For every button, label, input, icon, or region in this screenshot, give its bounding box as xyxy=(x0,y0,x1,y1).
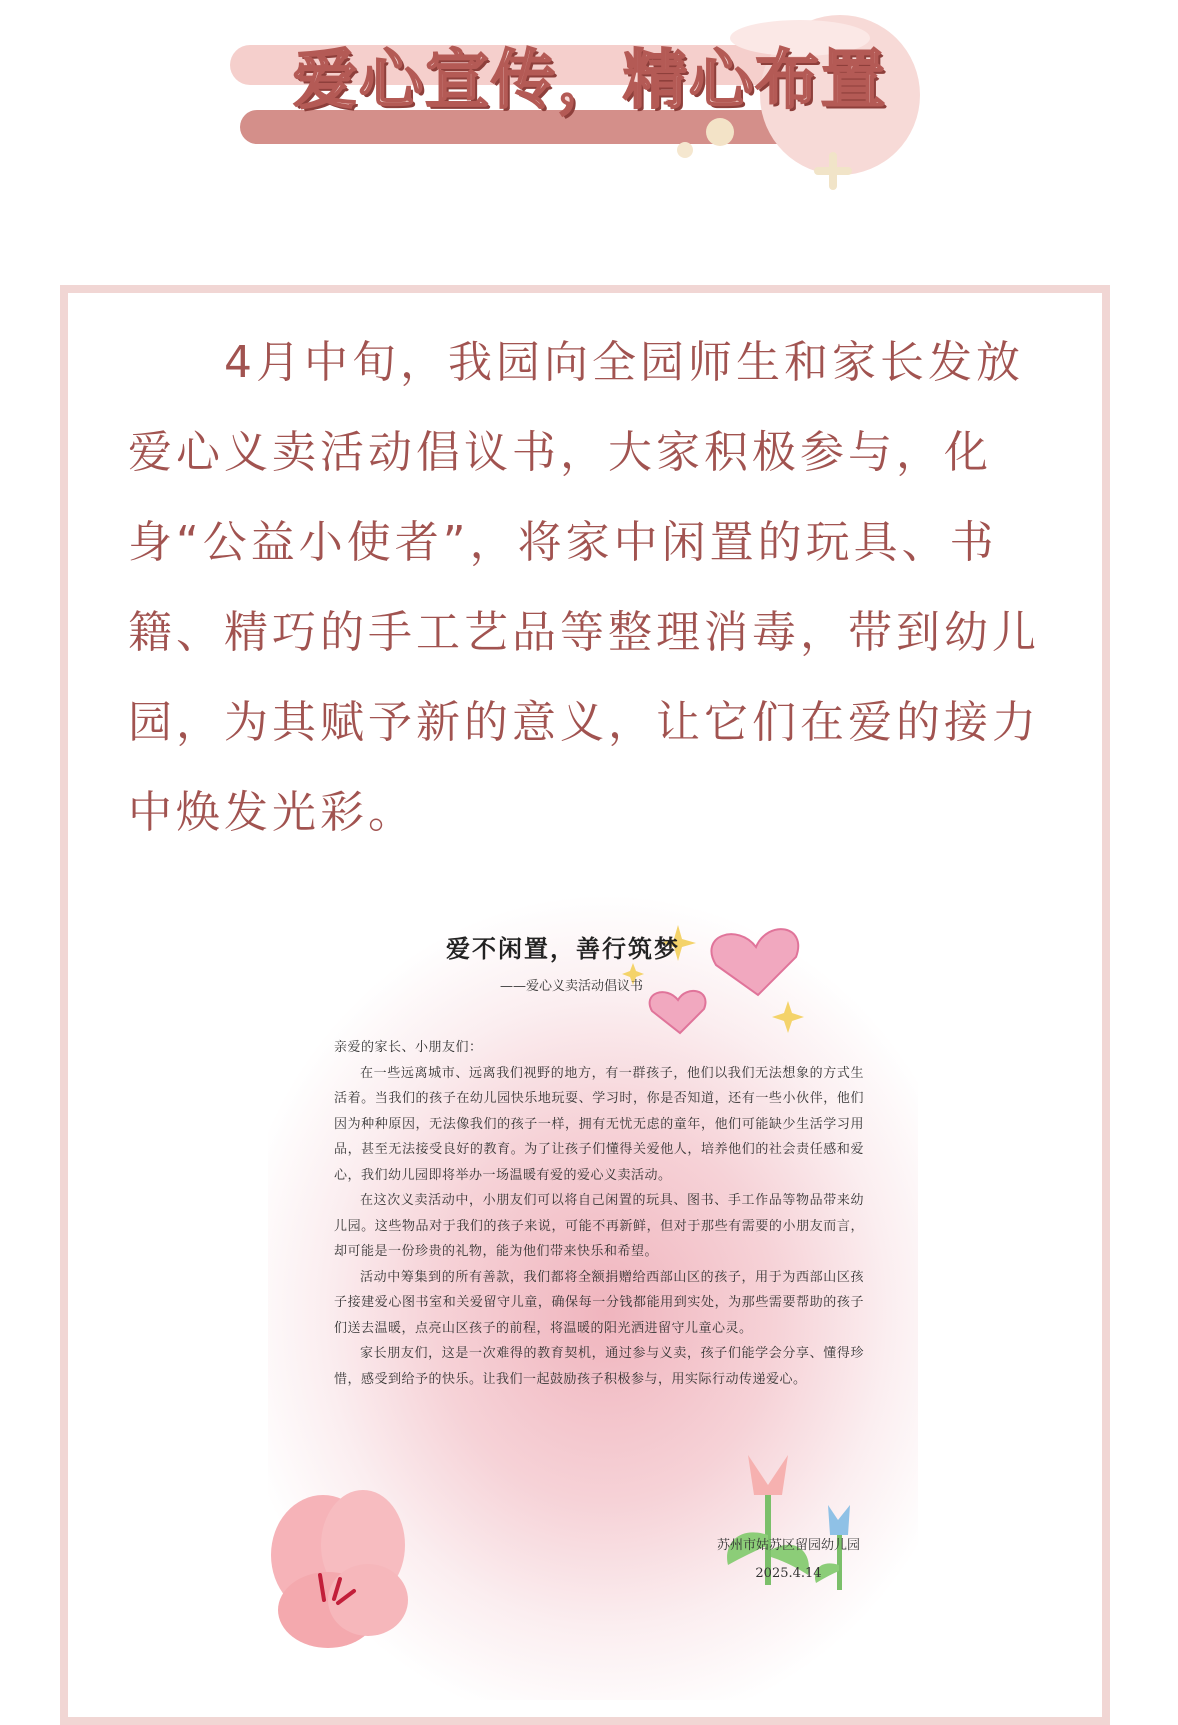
letter-paragraph: 活动中筹集到的所有善款，我们都将全额捐赠给西部山区的孩子，用于为西部山区孩子接建爱心图书室和关爱留守儿童，确保每一分钱都能用到实处，为那些需要帮助的孩子们送去温暖，点亮山区孩子的前程，将温暖的阳光洒进留守儿童心灵。 xyxy=(334,1269,864,1336)
letter-title: 爱不闲置，善行筑梦 xyxy=(446,934,680,963)
letter-signature-block xyxy=(717,1532,860,1588)
banner-dot-2 xyxy=(677,142,693,158)
letter-paragraph: 在一些远离城市、远离我们视野的地方，有一群孩子，他们以我们无法想象的方式生活着。当我们的孩子在幼儿园快乐地玩耍、学习时，你是否知道，还有一些小伙伴，他们因为种种原因，无法像我们的孩子一样，拥有无忧无虑的童年，他们可能缺少生活学习用品，甚至无法接受良好的教育。为了让孩子们懂得关爱他人，培养他们的社会责任感和爱心，我们幼儿园即将举办一场温暖有爱的爱心义卖活动。 xyxy=(334,1065,864,1183)
intro-paragraph: 4月中旬，我园向全园师生和家长发放爱心义卖活动倡议书，大家积极参与，化身“公益小使者”，将家中闲置的玩具、书籍、精巧的手工艺品等整理消毒，带到幼儿园，为其赋予新的意义，让它们在爱的接力中焕发光彩。 xyxy=(128,337,1040,838)
flower-icon xyxy=(271,1490,408,1648)
header-banner xyxy=(0,0,1178,230)
banner-title: 爱心宣传，精心布置 xyxy=(293,44,887,118)
heart-icon-small xyxy=(650,991,706,1033)
banner-dot-1 xyxy=(706,118,734,146)
letter-date: 2025.4.14 xyxy=(755,1566,822,1581)
letter-subtitle: ——爱心义卖活动倡议书 xyxy=(500,979,644,994)
letter-paragraph: 在这次义卖活动中，小朋友们可以将自己闲置的玩具、图书、手工作品等物品带来幼儿园。这些物品对于我们的孩子来说，可能不再新鲜，但对于那些有需要的小朋友而言，却可能是一份珍贵的礼物，能为他们带来快乐和希望。 xyxy=(334,1193,864,1259)
letter-paragraph: 家长朋友们，这是一次难得的教育契机，通过参与义卖，孩子们能学会分享、懂得珍惜，感受到给予的快乐。让我们一起鼓励孩子积极参与，用实际行动传递爱心。 xyxy=(334,1346,864,1387)
letter-body xyxy=(334,1035,864,1392)
proposal-letter-image xyxy=(268,895,918,1700)
letter-signature: 苏州市姑苏区留园幼儿园 xyxy=(716,1538,860,1553)
letter-salutation: 亲爱的家长、小朋友们： xyxy=(334,1040,483,1055)
